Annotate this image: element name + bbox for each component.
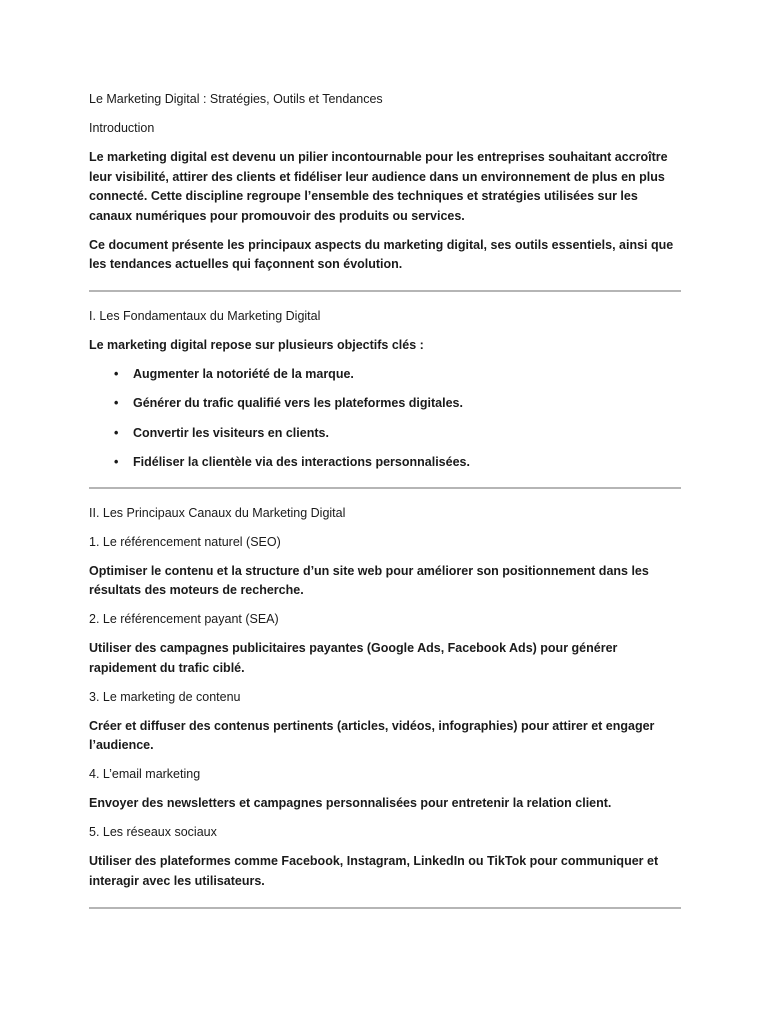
bullet-icon: • [114, 366, 119, 381]
intro-heading: Introduction [89, 121, 155, 135]
channel-heading-content: 3. Le marketing de contenu [89, 689, 241, 704]
channel-heading-seo: 1. Le référencement naturel (SEO) [89, 534, 281, 549]
intro-paragraph-2: Ce document présente les principaux aspects du marketing digital, ses outils essentiels, ainsi que les tendances actuelles qui façonnent son évolution. [89, 237, 674, 271]
channel-heading-sea: 2. Le référencement payant (SEA) [89, 612, 279, 626]
list-item-text: Augmenter la notoriété de la marque. [133, 366, 354, 381]
bullet-icon: • [114, 455, 119, 469]
intro-paragraph-1: Le marketing digital est devenu un pilier incontournable pour les entreprises souhaitant accroître leur visibilité, attirer des clients et fidéliser leur audience dans un environnement de plus en plus connecté. Cette discipline regroupe l’ensemble des techniques et stratégies utilisées sur les canaux numériques pour promouvoir des produits ou services. [89, 150, 668, 223]
channel-heading-email: 4. L’email marketing [89, 767, 201, 781]
channel-text-email: Envoyer des newsletters et campagnes personnalisées pour entretenir la relation client. [89, 796, 612, 810]
section1-lead: Le marketing digital repose sur plusieurs objectifs clés : [89, 337, 424, 352]
list-item [114, 424, 681, 444]
list-item [114, 394, 681, 414]
list-item [114, 453, 681, 473]
document-title: Le Marketing Digital : Stratégies, Outils et Tendances [89, 92, 383, 106]
document-page [89, 90, 681, 924]
objectives-list [89, 365, 681, 473]
channel-text-sea: Utiliser des campagnes publicitaires payantes (Google Ads, Facebook Ads) pour générer rapidement du trafic ciblé. [89, 641, 618, 675]
section1-heading: I. Les Fondamentaux du Marketing Digital [89, 308, 321, 323]
channel-text-content: Créer et diffuser des contenus pertinents (articles, vidéos, infographies) pour attirer et engager l’audience. [89, 718, 655, 752]
section2-heading: II. Les Principaux Canaux du Marketing Digital [89, 505, 346, 520]
list-item-text: Fidéliser la clientèle via des interactions personnalisées. [133, 455, 470, 469]
list-item-text: Générer du trafic qualifié vers les plateformes digitales. [133, 396, 463, 410]
channel-text-social: Utiliser des plateformes comme Facebook, Instagram, LinkedIn ou TikTok pour communiquer et interagir avec les utilisateurs. [89, 854, 659, 888]
section-divider [89, 487, 681, 489]
channel-text-seo: Optimiser le contenu et la structure d’un site web pour améliorer son positionnement dans les résultats des moteurs de recherche. [89, 563, 649, 597]
section-divider [89, 290, 681, 292]
bullet-icon: • [114, 425, 119, 440]
list-item [114, 365, 681, 385]
list-item-text: Convertir les visiteurs en clients. [133, 425, 329, 440]
section-divider [89, 907, 681, 909]
channel-heading-social: 5. Les réseaux sociaux [89, 825, 217, 839]
bullet-icon: • [114, 396, 119, 410]
